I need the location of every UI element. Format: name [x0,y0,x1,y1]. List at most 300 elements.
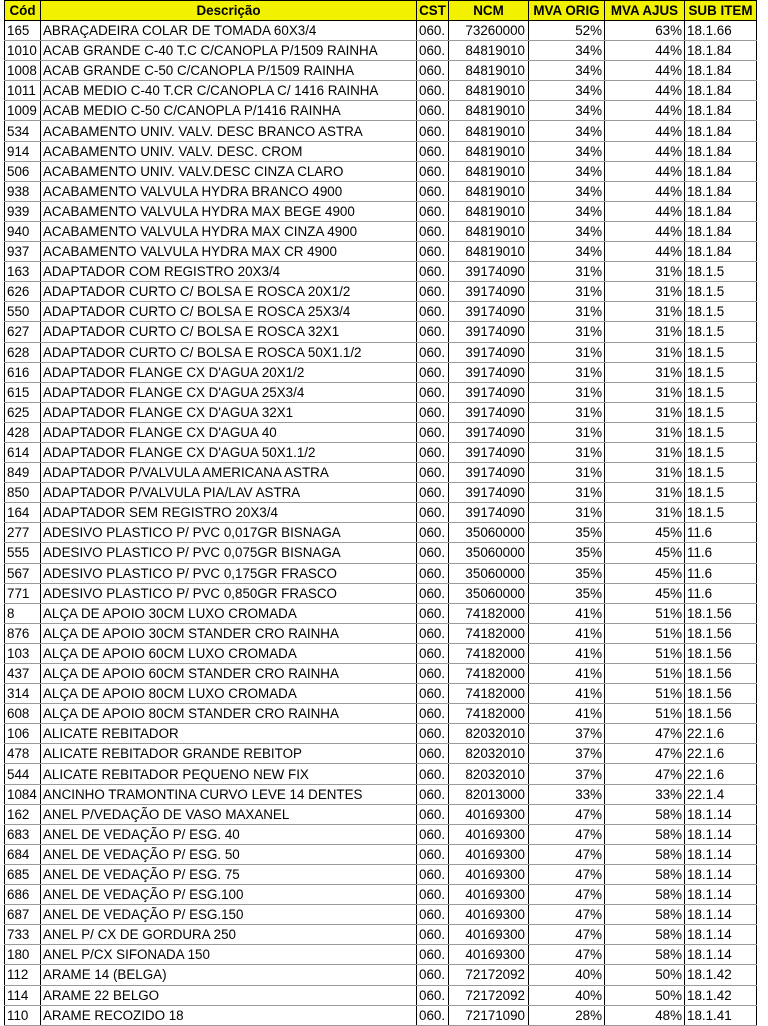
cell-cst: 060. [417,221,449,241]
table-row [5,141,757,161]
table-row [5,21,757,41]
cell-desc: ADAPTADOR P/VALVULA AMERICANA ASTRA [41,463,417,483]
cell-cst: 060. [417,603,449,623]
cell-desc: ANEL DE VEDAÇÃO P/ ESG.150 [41,905,417,925]
cell-orig: 31% [529,422,605,442]
cell-cod: 876 [5,623,41,643]
cell-ajus: 31% [605,422,685,442]
cell-ncm: 35060000 [449,523,529,543]
cell-orig: 41% [529,623,605,643]
cell-desc: ANEL DE VEDAÇÃO P/ ESG. 40 [41,824,417,844]
cell-ncm: 40169300 [449,905,529,925]
cell-ncm: 39174090 [449,402,529,422]
cell-desc: ANEL P/VEDAÇÃO DE VASO MAXANEL [41,804,417,824]
cell-ajus: 47% [605,744,685,764]
cell-cst: 060. [417,141,449,161]
column-header-sub-item: SUB ITEM [685,1,757,21]
cell-ncm: 84819010 [449,242,529,262]
cell-cst: 060. [417,201,449,221]
cell-cst: 060. [417,61,449,81]
cell-sub: 18.1.14 [685,864,757,884]
cell-ajus: 44% [605,201,685,221]
cell-cst: 060. [417,824,449,844]
cell-cod: 1010 [5,41,41,61]
cell-sub: 18.1.84 [685,181,757,201]
cell-orig: 47% [529,804,605,824]
cell-orig: 31% [529,282,605,302]
cell-cst: 060. [417,422,449,442]
cell-ncm: 84819010 [449,141,529,161]
cell-cod: 685 [5,864,41,884]
cell-sub: 18.1.84 [685,61,757,81]
cell-orig: 41% [529,643,605,663]
cell-ncm: 74182000 [449,643,529,663]
cell-ncm: 82032010 [449,744,529,764]
cell-ajus: 50% [605,965,685,985]
cell-ajus: 31% [605,503,685,523]
cell-desc: ACABAMENTO VALVULA HYDRA MAX CINZA 4900 [41,221,417,241]
cell-cod: 1008 [5,61,41,81]
cell-orig: 34% [529,41,605,61]
cell-sub: 18.1.84 [685,41,757,61]
cell-ncm: 74182000 [449,664,529,684]
table-row [5,342,757,362]
table-row [5,1005,757,1025]
cell-ajus: 31% [605,402,685,422]
table-row [5,322,757,342]
cell-sub: 18.1.5 [685,342,757,362]
cell-desc: ANCINHO TRAMONTINA CURVO LEVE 14 DENTES [41,784,417,804]
cell-sub: 11.6 [685,523,757,543]
cell-sub: 18.1.84 [685,161,757,181]
cell-orig: 34% [529,161,605,181]
cell-sub: 18.1.56 [685,623,757,643]
cell-orig: 35% [529,563,605,583]
table-row [5,81,757,101]
table-row [5,181,757,201]
cell-orig: 34% [529,141,605,161]
cell-ajus: 45% [605,563,685,583]
cell-ajus: 44% [605,141,685,161]
cell-orig: 31% [529,302,605,322]
cell-cst: 060. [417,442,449,462]
cell-cod: 162 [5,804,41,824]
cell-cst: 060. [417,925,449,945]
cell-sub: 22.1.6 [685,744,757,764]
cell-ajus: 31% [605,322,685,342]
cell-ajus: 50% [605,985,685,1005]
cell-sub: 18.1.14 [685,885,757,905]
cell-ncm: 35060000 [449,583,529,603]
cell-orig: 37% [529,764,605,784]
cell-orig: 31% [529,402,605,422]
cell-cst: 060. [417,262,449,282]
cell-ncm: 84819010 [449,121,529,141]
table-row [5,362,757,382]
cell-ajus: 45% [605,543,685,563]
cell-sub: 18.1.84 [685,81,757,101]
cell-desc: ADAPTADOR CURTO C/ BOLSA E ROSCA 50X1.1/2 [41,342,417,362]
cell-desc: ADAPTADOR FLANGE CX D'AGUA 40 [41,422,417,442]
cell-sub: 18.1.56 [685,603,757,623]
cell-cod: 614 [5,442,41,462]
cell-ncm: 72172092 [449,985,529,1005]
cell-desc: ARAME 22 BELGO [41,985,417,1005]
cell-ajus: 44% [605,61,685,81]
cell-desc: ALÇA DE APOIO 60CM STANDER CRO RAINHA [41,664,417,684]
cell-ajus: 58% [605,804,685,824]
cell-ajus: 63% [605,21,685,41]
cell-orig: 31% [529,362,605,382]
cell-orig: 37% [529,744,605,764]
cell-ajus: 51% [605,643,685,663]
cell-cod: 1011 [5,81,41,101]
cell-orig: 41% [529,684,605,704]
cell-cst: 060. [417,864,449,884]
product-tax-sheet [4,0,757,1026]
cell-desc: ANEL DE VEDAÇÃO P/ ESG. 75 [41,864,417,884]
cell-ajus: 51% [605,603,685,623]
cell-orig: 41% [529,664,605,684]
cell-cod: 940 [5,221,41,241]
table-row [5,121,757,141]
column-header-mva-ajus: MVA AJUS [605,1,685,21]
cell-cod: 110 [5,1005,41,1025]
cell-cst: 060. [417,664,449,684]
cell-ajus: 31% [605,382,685,402]
cell-ajus: 44% [605,101,685,121]
cell-sub: 22.1.4 [685,784,757,804]
cell-cst: 060. [417,322,449,342]
cell-orig: 35% [529,583,605,603]
cell-orig: 47% [529,824,605,844]
cell-cst: 060. [417,623,449,643]
cell-desc: ADESIVO PLASTICO P/ PVC 0,075GR BISNAGA [41,543,417,563]
cell-ncm: 84819010 [449,41,529,61]
cell-desc: ADAPTADOR SEM REGISTRO 20X3/4 [41,503,417,523]
table-body [5,21,757,1026]
cell-cst: 060. [417,965,449,985]
cell-sub: 18.1.5 [685,282,757,302]
cell-cod: 627 [5,322,41,342]
cell-sub: 18.1.14 [685,824,757,844]
cell-orig: 47% [529,864,605,884]
cell-orig: 34% [529,81,605,101]
cell-desc: ACABAMENTO VALVULA HYDRA MAX BEGE 4900 [41,201,417,221]
cell-desc: ANEL DE VEDAÇÃO P/ ESG. 50 [41,844,417,864]
cell-cst: 060. [417,181,449,201]
cell-cst: 060. [417,302,449,322]
table-row [5,905,757,925]
cell-desc: ADAPTADOR CURTO C/ BOLSA E ROSCA 32X1 [41,322,417,342]
table-row [5,262,757,282]
table-row [5,282,757,302]
cell-ajus: 31% [605,463,685,483]
table-row [5,784,757,804]
cell-sub: 18.1.5 [685,442,757,462]
cell-orig: 34% [529,221,605,241]
cell-ncm: 39174090 [449,322,529,342]
cell-ajus: 31% [605,483,685,503]
cell-orig: 41% [529,603,605,623]
cell-ncm: 39174090 [449,382,529,402]
cell-ncm: 84819010 [449,181,529,201]
cell-ncm: 84819010 [449,61,529,81]
cell-cst: 060. [417,985,449,1005]
cell-desc: ACAB GRANDE C-50 C/CANOPLA P/1509 RAINHA [41,61,417,81]
cell-ncm: 35060000 [449,543,529,563]
cell-sub: 18.1.66 [685,21,757,41]
cell-desc: ANEL P/ CX DE GORDURA 250 [41,925,417,945]
cell-cod: 684 [5,844,41,864]
cell-cst: 060. [417,784,449,804]
table-row [5,864,757,884]
cell-ncm: 40169300 [449,925,529,945]
cell-cst: 060. [417,684,449,704]
cell-cod: 165 [5,21,41,41]
cell-sub: 18.1.84 [685,141,757,161]
cell-ajus: 44% [605,161,685,181]
cell-sub: 18.1.84 [685,201,757,221]
cell-ajus: 58% [605,905,685,925]
cell-cod: 163 [5,262,41,282]
cell-ajus: 47% [605,764,685,784]
cell-cod: 686 [5,885,41,905]
table-row [5,422,757,442]
cell-desc: ADAPTADOR FLANGE CX D'AGUA 50X1.1/2 [41,442,417,462]
cell-sub: 18.1.56 [685,684,757,704]
cell-ajus: 44% [605,221,685,241]
cell-cst: 060. [417,1005,449,1025]
column-header-mva-orig: MVA ORIG [529,1,605,21]
cell-orig: 47% [529,844,605,864]
cell-cod: 103 [5,643,41,663]
cell-desc: ARAME RECOZIDO 18 [41,1005,417,1025]
cell-sub: 11.6 [685,583,757,603]
cell-ncm: 72172092 [449,965,529,985]
cell-ncm: 40169300 [449,885,529,905]
cell-desc: ALICATE REBITADOR PEQUENO NEW FIX [41,764,417,784]
cell-ncm: 74182000 [449,603,529,623]
cell-orig: 31% [529,342,605,362]
table-row [5,382,757,402]
cell-ajus: 51% [605,704,685,724]
cell-ncm: 82032010 [449,764,529,784]
cell-desc: ADAPTADOR FLANGE CX D'AGUA 20X1/2 [41,362,417,382]
cell-desc: ADAPTADOR CURTO C/ BOLSA E ROSCA 25X3/4 [41,302,417,322]
cell-desc: ADESIVO PLASTICO P/ PVC 0,017GR BISNAGA [41,523,417,543]
cell-cst: 060. [417,704,449,724]
table-row [5,583,757,603]
cell-sub: 18.1.5 [685,322,757,342]
cell-desc: ACABAMENTO UNIV. VALV. DESC BRANCO ASTRA [41,121,417,141]
cell-sub: 18.1.56 [685,664,757,684]
cell-desc: ACABAMENTO VALVULA HYDRA BRANCO 4900 [41,181,417,201]
cell-desc: ALÇA DE APOIO 30CM STANDER CRO RAINHA [41,623,417,643]
cell-ajus: 31% [605,362,685,382]
cell-sub: 11.6 [685,563,757,583]
cell-desc: ANEL P/CX SIFONADA 150 [41,945,417,965]
cell-sub: 18.1.14 [685,925,757,945]
cell-desc: ADAPTADOR CURTO C/ BOLSA E ROSCA 20X1/2 [41,282,417,302]
cell-orig: 35% [529,523,605,543]
cell-desc: ARAME 14 (BELGA) [41,965,417,985]
cell-desc: ADAPTADOR FLANGE CX D'AGUA 32X1 [41,402,417,422]
cell-cod: 938 [5,181,41,201]
cell-cst: 060. [417,583,449,603]
cell-cst: 060. [417,121,449,141]
cell-ncm: 40169300 [449,844,529,864]
cell-cod: 687 [5,905,41,925]
column-header-descricao: Descrição [41,1,417,21]
cell-cst: 060. [417,885,449,905]
cell-ajus: 31% [605,282,685,302]
cell-cod: 937 [5,242,41,262]
cell-ajus: 45% [605,583,685,603]
cell-cod: 625 [5,402,41,422]
cell-orig: 47% [529,925,605,945]
product-table [4,0,757,1026]
table-row [5,704,757,724]
table-row [5,61,757,81]
table-row [5,764,757,784]
cell-ajus: 31% [605,302,685,322]
table-row [5,824,757,844]
cell-ajus: 58% [605,945,685,965]
table-row [5,563,757,583]
cell-ncm: 73260000 [449,21,529,41]
cell-ajus: 47% [605,724,685,744]
cell-sub: 11.6 [685,543,757,563]
cell-sub: 18.1.42 [685,985,757,1005]
cell-desc: ABRAÇADEIRA COLAR DE TOMADA 60X3/4 [41,21,417,41]
cell-ncm: 74182000 [449,623,529,643]
cell-ncm: 35060000 [449,563,529,583]
cell-cod: 314 [5,684,41,704]
cell-orig: 33% [529,784,605,804]
cell-cod: 628 [5,342,41,362]
cell-cst: 060. [417,724,449,744]
cell-cst: 060. [417,764,449,784]
cell-sub: 18.1.14 [685,945,757,965]
cell-orig: 34% [529,242,605,262]
cell-cst: 060. [417,463,449,483]
cell-ncm: 39174090 [449,362,529,382]
cell-cod: 8 [5,603,41,623]
cell-ncm: 84819010 [449,81,529,101]
cell-cod: 626 [5,282,41,302]
cell-sub: 18.1.5 [685,302,757,322]
column-header-cod: Cód [5,1,41,21]
cell-cod: 939 [5,201,41,221]
cell-desc: ADESIVO PLASTICO P/ PVC 0,850GR FRASCO [41,583,417,603]
cell-orig: 31% [529,442,605,462]
cell-sub: 22.1.6 [685,764,757,784]
cell-ncm: 40169300 [449,864,529,884]
cell-ajus: 58% [605,844,685,864]
cell-ncm: 84819010 [449,101,529,121]
cell-ncm: 39174090 [449,503,529,523]
cell-cod: 1009 [5,101,41,121]
cell-ncm: 39174090 [449,463,529,483]
cell-sub: 18.1.14 [685,905,757,925]
cell-sub: 18.1.5 [685,422,757,442]
cell-ajus: 48% [605,1005,685,1025]
cell-ajus: 44% [605,121,685,141]
cell-sub: 18.1.56 [685,704,757,724]
column-header-ncm: NCM [449,1,529,21]
table-row [5,985,757,1005]
cell-sub: 18.1.84 [685,242,757,262]
cell-orig: 35% [529,543,605,563]
cell-ncm: 82032010 [449,724,529,744]
cell-cst: 060. [417,242,449,262]
cell-ncm: 72171090 [449,1005,529,1025]
cell-sub: 18.1.84 [685,121,757,141]
cell-ajus: 31% [605,262,685,282]
cell-orig: 40% [529,965,605,985]
cell-cst: 060. [417,643,449,663]
cell-cod: 771 [5,583,41,603]
cell-cod: 112 [5,965,41,985]
cell-cod: 277 [5,523,41,543]
cell-cod: 733 [5,925,41,945]
cell-ajus: 44% [605,242,685,262]
cell-orig: 41% [529,704,605,724]
cell-cod: 1084 [5,784,41,804]
cell-cod: 180 [5,945,41,965]
cell-orig: 40% [529,985,605,1005]
cell-ncm: 40169300 [449,824,529,844]
cell-desc: ANEL DE VEDAÇÃO P/ ESG.100 [41,885,417,905]
cell-cst: 060. [417,382,449,402]
cell-ncm: 84819010 [449,161,529,181]
cell-cod: 683 [5,824,41,844]
cell-ncm: 39174090 [449,282,529,302]
cell-ncm: 39174090 [449,262,529,282]
cell-desc: ADAPTADOR COM REGISTRO 20X3/4 [41,262,417,282]
cell-cod: 506 [5,161,41,181]
table-row [5,744,757,764]
cell-cst: 060. [417,101,449,121]
cell-ajus: 44% [605,81,685,101]
cell-cod: 164 [5,503,41,523]
cell-orig: 47% [529,885,605,905]
cell-sub: 18.1.5 [685,402,757,422]
cell-ncm: 40169300 [449,804,529,824]
cell-cst: 060. [417,402,449,422]
cell-desc: ALÇA DE APOIO 80CM LUXO CROMADA [41,684,417,704]
cell-cod: 478 [5,744,41,764]
cell-cod: 555 [5,543,41,563]
cell-cod: 550 [5,302,41,322]
table-row [5,201,757,221]
cell-sub: 18.1.5 [685,483,757,503]
cell-ajus: 31% [605,342,685,362]
cell-ncm: 39174090 [449,302,529,322]
cell-cod: 106 [5,724,41,744]
table-row [5,804,757,824]
table-row [5,503,757,523]
cell-orig: 31% [529,382,605,402]
cell-orig: 31% [529,322,605,342]
cell-sub: 18.1.5 [685,463,757,483]
cell-cst: 060. [417,41,449,61]
cell-cst: 060. [417,342,449,362]
cell-cst: 060. [417,21,449,41]
cell-desc: ALICATE REBITADOR GRANDE REBITOP [41,744,417,764]
cell-ncm: 40169300 [449,945,529,965]
